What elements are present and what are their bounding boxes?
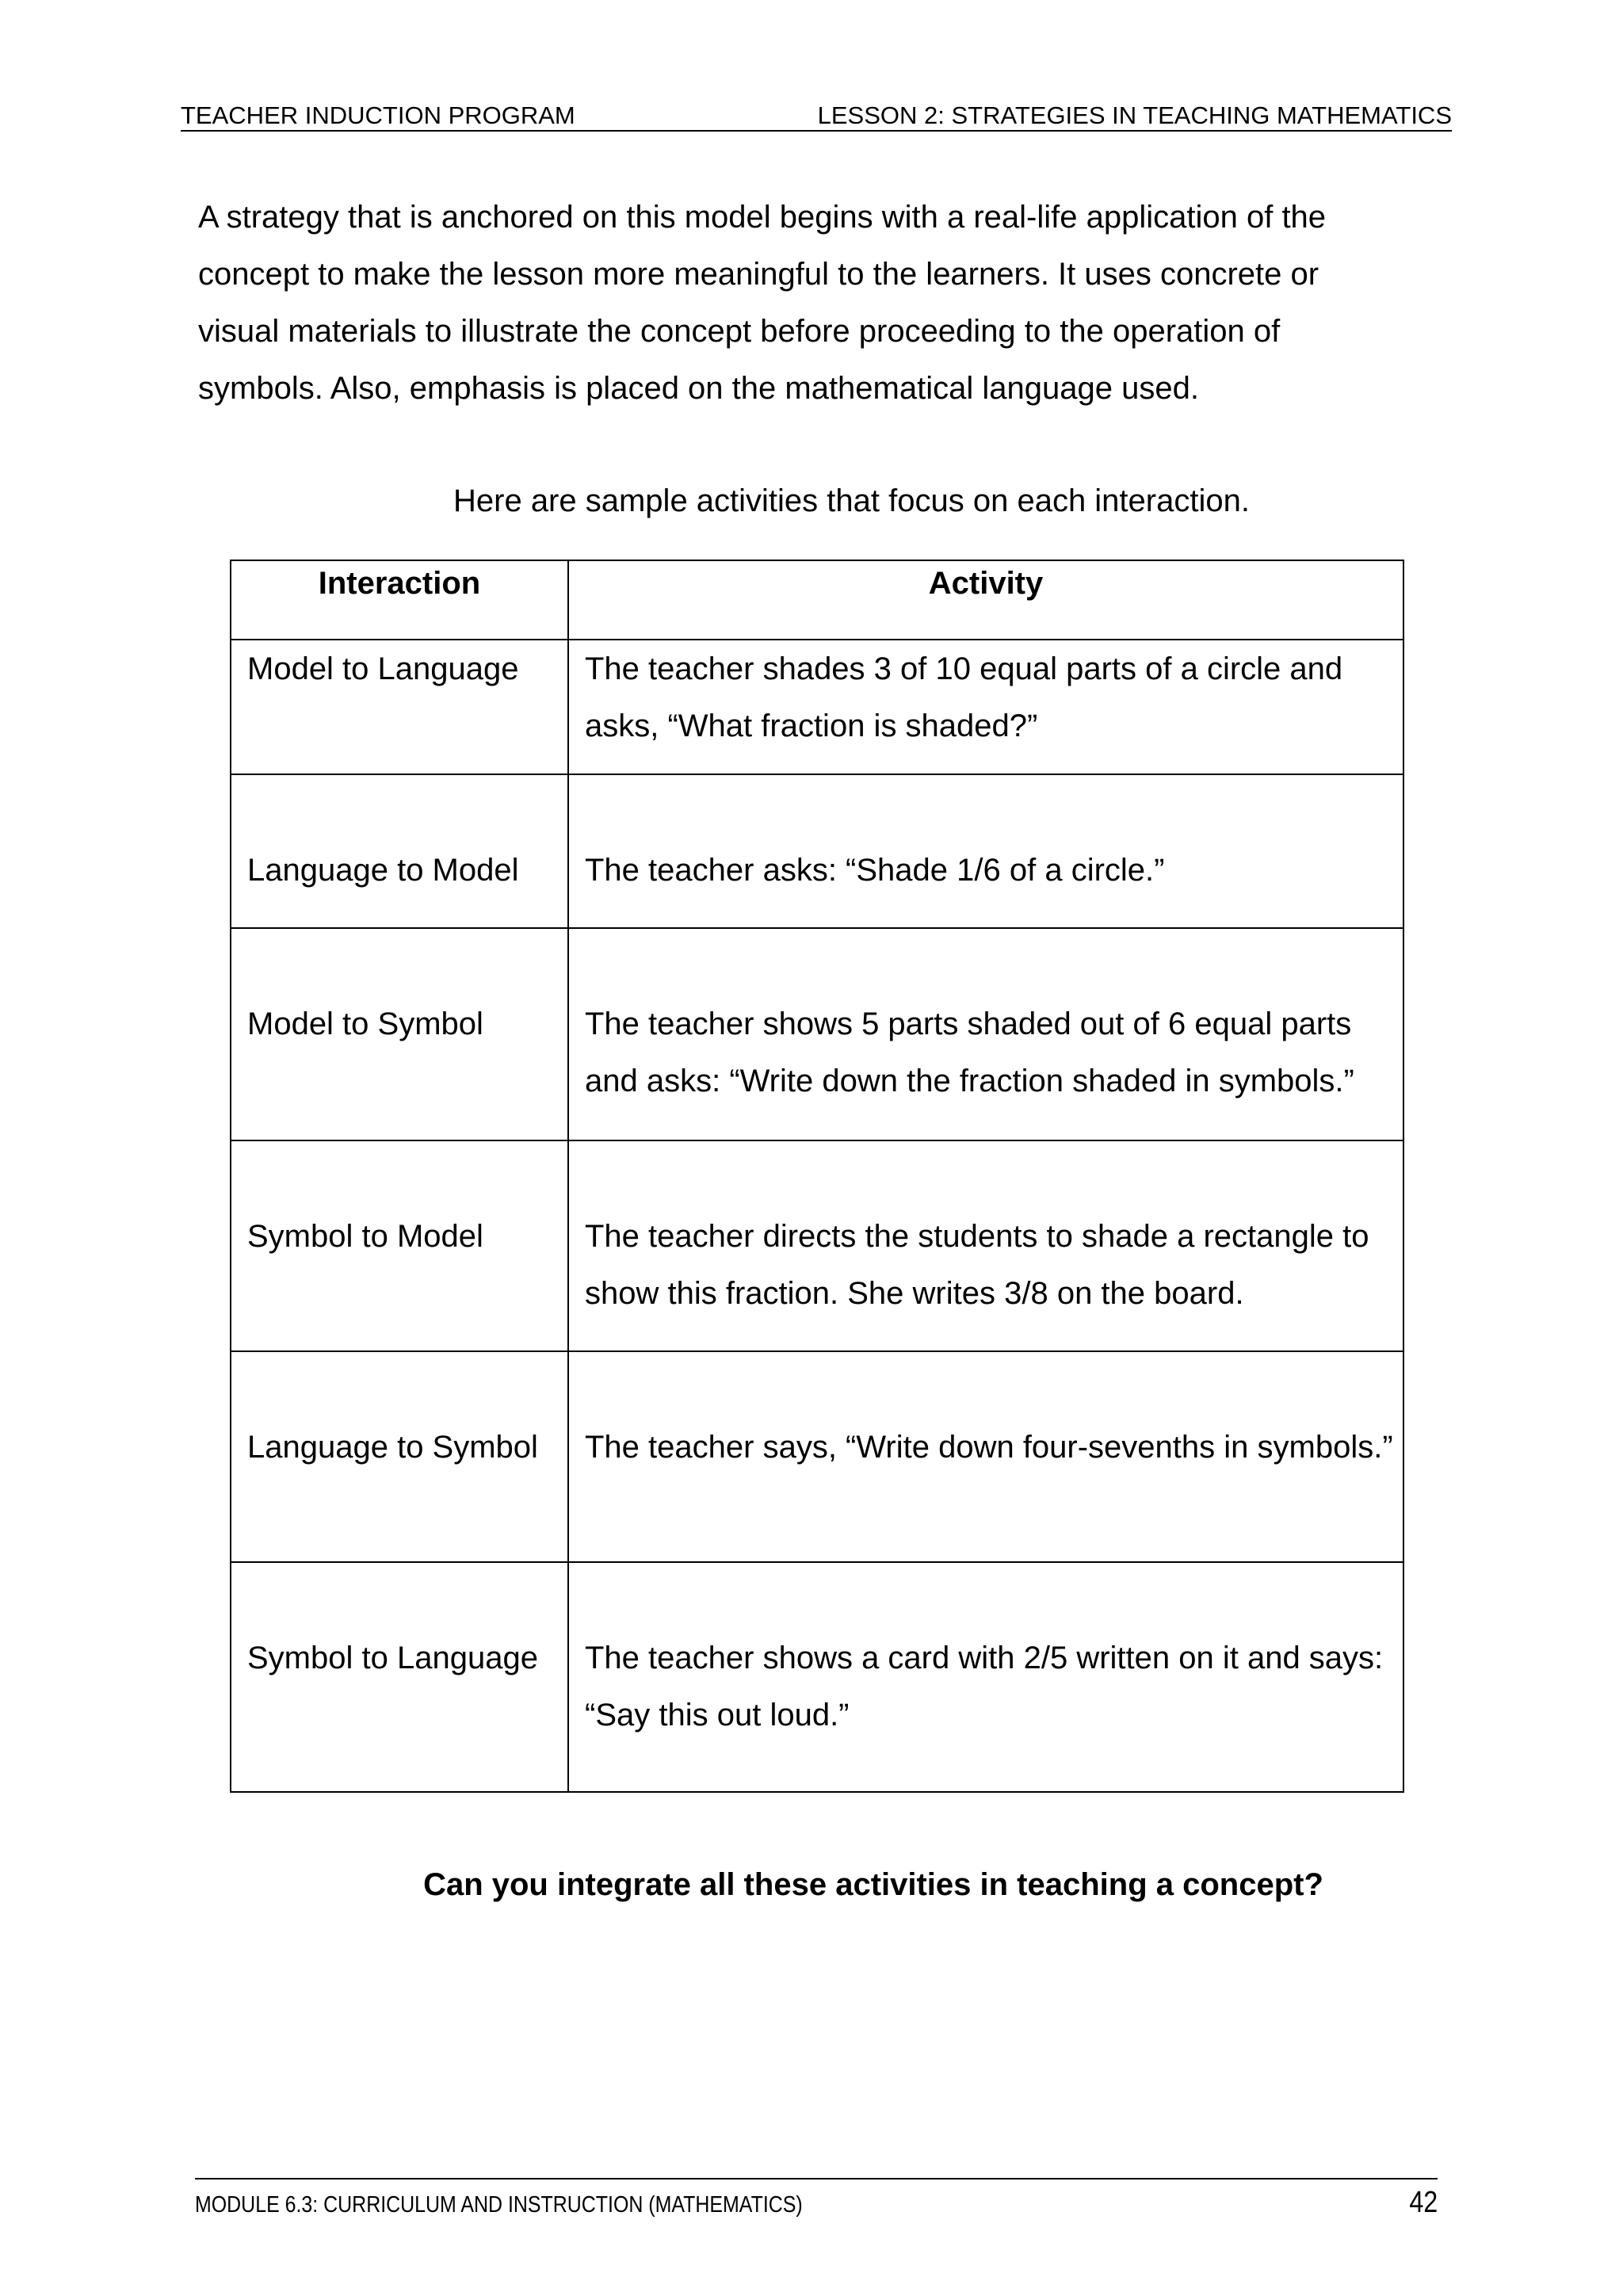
interaction-cell <box>231 928 568 1140</box>
lead-sentence: Here are sample activities that focus on each interaction. <box>453 483 1250 518</box>
activity-cell <box>568 1351 1403 1562</box>
activity-text: The teacher says, “Write down four-sevenths in symbols.” <box>585 1430 1393 1465</box>
page-footer <box>195 2178 1438 2227</box>
page-number: 42 <box>1409 2186 1438 2219</box>
column-header-interaction: Interaction <box>231 560 568 640</box>
table-row <box>231 928 1403 1140</box>
interaction-label: Symbol to Model <box>247 1219 483 1254</box>
intro-line: symbols. Also, emphasis is placed on the mathematical language used. <box>198 371 1199 406</box>
interaction-activity-table <box>230 560 1404 1793</box>
interaction-cell <box>231 640 568 774</box>
table-row <box>231 774 1403 928</box>
interaction-cell <box>231 1351 568 1562</box>
interaction-cell <box>231 1140 568 1351</box>
closing-question-text: Can you integrate all these activities in teaching a concept? <box>423 1867 1323 1902</box>
table-row <box>231 1140 1403 1351</box>
interaction-label: Language to Model <box>247 853 519 888</box>
footer-module-title: MODULE 6.3: CURRICULUM AND INSTRUCTION (MATHEMATICS) <box>195 2192 803 2218</box>
intro-line: visual materials to illustrate the concept before proceeding to the operation of <box>198 314 1281 349</box>
header-program-title: TEACHER INDUCTION PROGRAM <box>181 101 575 129</box>
interaction-label: Language to Symbol <box>247 1430 538 1465</box>
activity-text: The teacher directs the students to shade a rectangle to show this fraction. She writes 3/8 on the board. <box>585 1219 1369 1311</box>
intro-line: A strategy that is anchored on this model begins with a real-life application of the <box>198 200 1327 235</box>
interaction-label: Model to Symbol <box>247 1007 483 1041</box>
interaction-label: Model to Language <box>247 651 519 686</box>
intro-paragraph <box>198 189 1434 417</box>
activity-text: The teacher shades 3 of 10 equal parts of a circle and asks, “What fraction is shaded?” <box>585 651 1343 743</box>
header-lesson-title: LESSON 2: STRATEGIES IN TEACHING MATHEMATICS <box>817 101 1452 129</box>
interaction-cell <box>231 1562 568 1792</box>
activity-cell <box>568 774 1403 928</box>
activity-cell <box>568 1140 1403 1351</box>
activity-text: The teacher asks: “Shade 1/6 of a circle.” <box>585 853 1165 888</box>
activity-cell <box>568 640 1403 774</box>
interaction-cell <box>231 774 568 928</box>
activity-text: The teacher shows a card with 2/5 written on it and says: “Say this out loud.” <box>585 1641 1384 1733</box>
interaction-label: Symbol to Language <box>247 1641 538 1675</box>
table-row <box>231 1562 1403 1792</box>
closing-question <box>0 1861 1623 1908</box>
activity-cell <box>568 928 1403 1140</box>
activity-text: The teacher shows 5 parts shaded out of 6 equal parts and asks: “Write down the fraction shaded in symbols.” <box>585 1007 1354 1098</box>
page-header <box>181 95 1452 132</box>
column-header-activity: Activity <box>568 560 1403 640</box>
table-row <box>231 1351 1403 1562</box>
table-header-row <box>231 560 1403 640</box>
table-row <box>231 640 1403 774</box>
intro-line: concept to make the lesson more meaningful to the learners. It uses concrete or <box>198 257 1319 292</box>
activity-cell <box>568 1562 1403 1792</box>
